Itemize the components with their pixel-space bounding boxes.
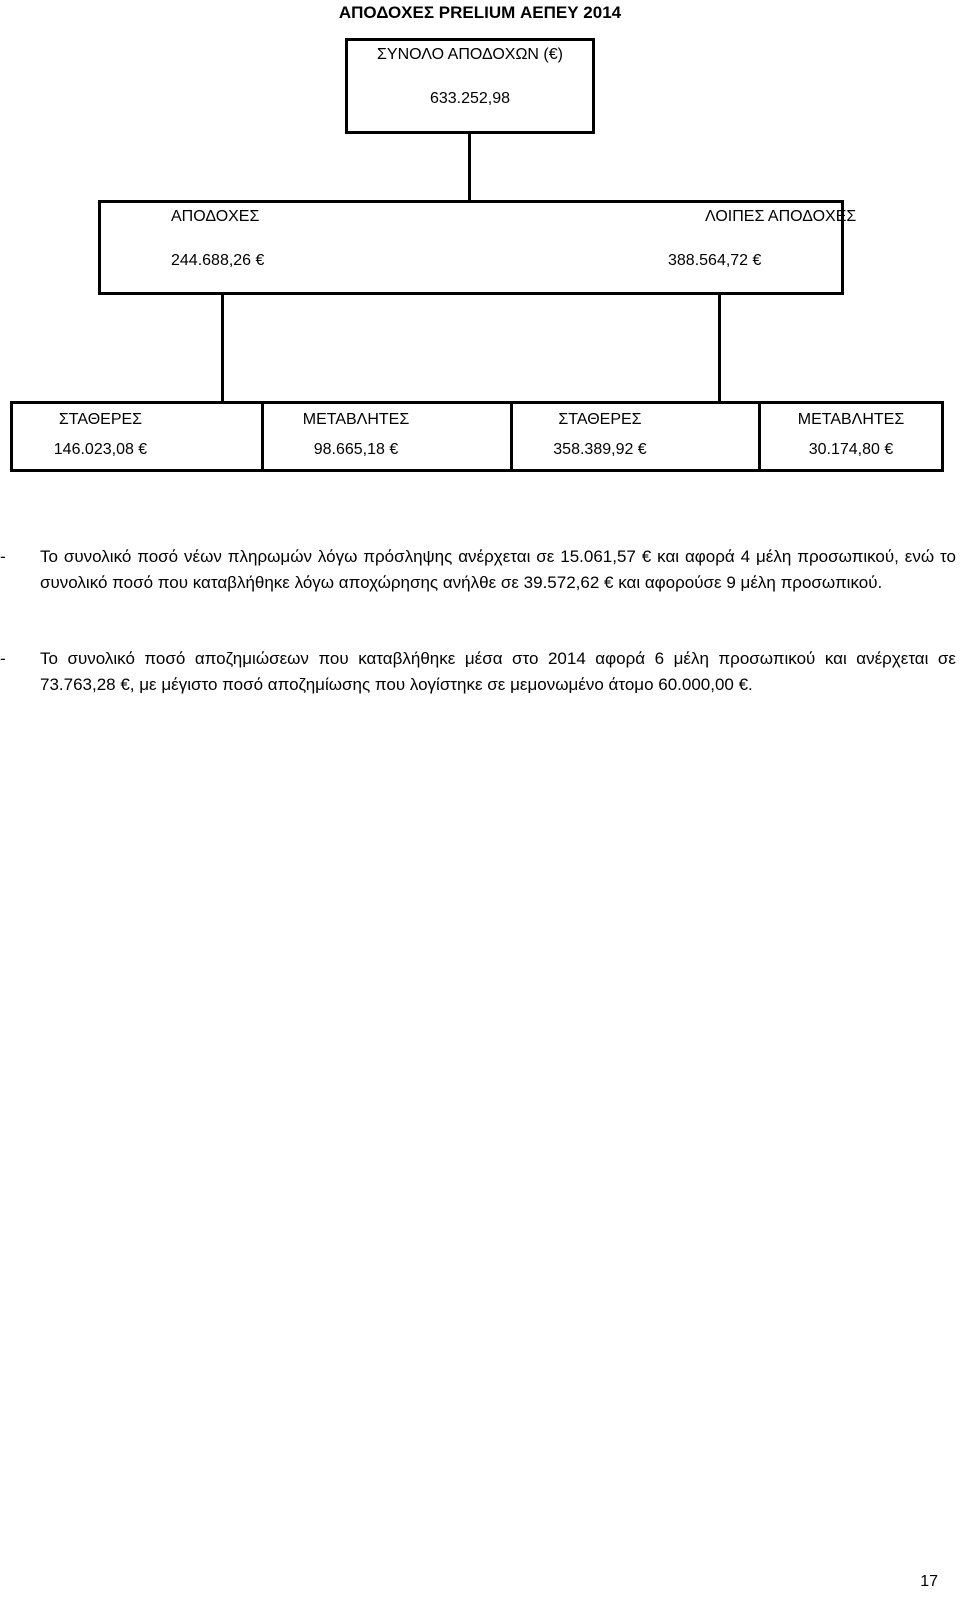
level3-cell-fixed-other — [510, 404, 687, 469]
level2-box — [98, 200, 857, 295]
note-severance-text: Το συνολικό ποσό αποζημιώσεων που καταβλήθηκε μέσα στο 2014 αφορά 6 μέλη προσωπικού και ανέρχεται σε 73.763,28 €, με μέγιστο ποσό αποζημίωσης που λογίστηκε σε μεμονωμένο άτομο 60.000,00 €. — [40, 649, 956, 694]
other-salaries-label: ΛΟΙΠΕΣ ΑΠΟΔΟΧΕΣ — [705, 208, 857, 225]
total-box — [345, 38, 595, 134]
salaries-value: 244.688,26 € — [171, 252, 265, 269]
fixed-other-label: ΣΤΑΘΕΡΕΣ — [558, 411, 642, 428]
connector-total-to-level2 — [468, 132, 471, 202]
variable-salaries-label: ΜΕΤΑΒΛΗΤΕΣ — [302, 411, 410, 428]
note-severance — [0, 646, 956, 698]
variable-other-value: 30.174,80 € — [808, 441, 894, 458]
level3-box — [10, 401, 944, 472]
note-bullet: - — [0, 547, 6, 566]
document-title: ΑΠΟΔΟΧΕΣ PRELIUM ΑΕΠΕΥ 2014 — [338, 3, 622, 22]
total-value: 633.252,98 — [429, 90, 511, 107]
connector-salaries-to-level3 — [221, 293, 224, 404]
note-bullet: - — [0, 649, 6, 668]
level3-cell-variable-salaries — [261, 404, 448, 469]
page-number: 17 — [920, 1573, 938, 1590]
other-salaries-value: 388.564,72 € — [668, 252, 762, 269]
variable-salaries-value: 98.665,18 € — [313, 441, 399, 458]
note-new-hires-text: Το συνολικό ποσό νέων πληρωμών λόγω πρόσληψης ανέρχεται σε 15.061,57 € και αφορά 4 μέλη προσωπικού, ενώ το συνολικό ποσό που καταβλήθηκε λόγω αποχώρησης ανήλθε σε 39.572,62 € και αφορούσε 9 μέλη προσωπικού. — [40, 547, 956, 592]
fixed-salaries-value: 146.023,08 € — [53, 441, 148, 458]
salaries-label: ΑΠΟΔΟΧΕΣ — [171, 208, 260, 225]
level3-cell-fixed-salaries — [13, 404, 188, 469]
variable-other-label: ΜΕΤΑΒΛΗΤΕΣ — [797, 411, 905, 428]
total-label: ΣΥΝΟΛΟ ΑΠΟΔΟΧΩΝ (€) — [377, 46, 563, 63]
connector-other-to-level3 — [718, 293, 721, 404]
note-new-hires — [0, 544, 956, 596]
fixed-other-value: 358.389,92 € — [553, 441, 647, 458]
level3-cell-variable-other — [758, 404, 941, 469]
fixed-salaries-label: ΣΤΑΘΕΡΕΣ — [58, 411, 143, 428]
